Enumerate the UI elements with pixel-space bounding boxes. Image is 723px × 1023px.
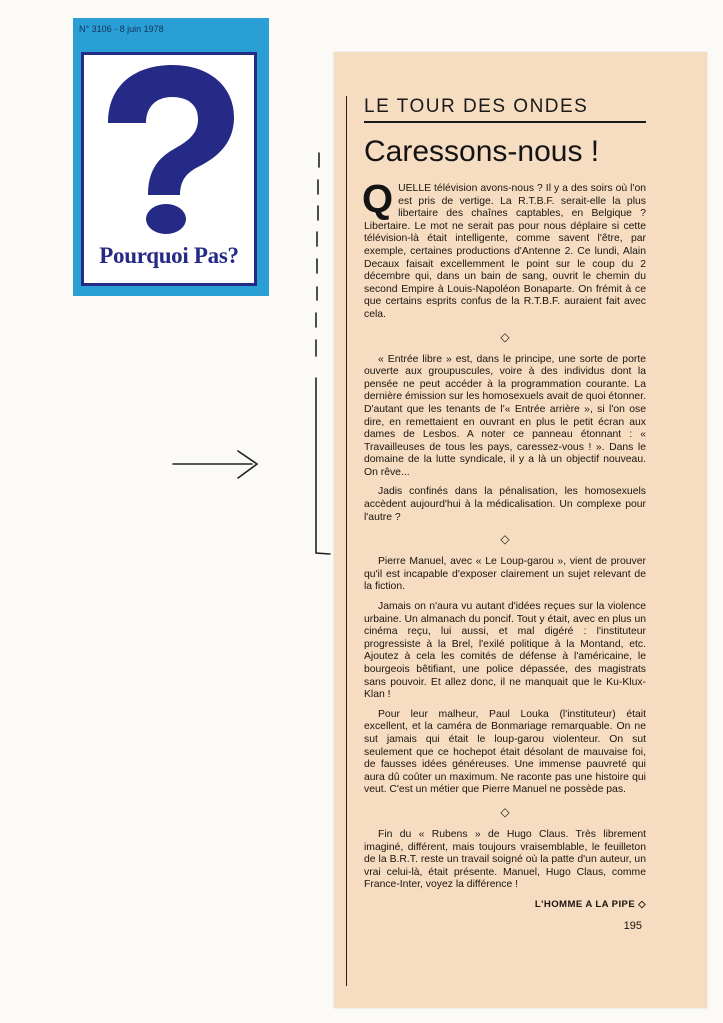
author-signature: L'HOMME A LA PIPE ◇ <box>534 898 646 910</box>
article-paragraph <box>362 177 646 322</box>
drop-cap: Q <box>362 177 394 221</box>
article-paragraph: Jadis confinés dans la pénalisation, les homosexuels accèdent aujourd'hui à la médicalisation. Un complexe pour l'autre ? <box>364 486 646 523</box>
section-title: LE TOUR DES ONDES <box>364 96 646 123</box>
column-rule <box>346 96 347 986</box>
article-paragraph: Pour leur malheur, Paul Louka (l'instituteur) était excellent, et la caméra de Bonmariage remarquable. On ne sut jamais qui était le loup-garou violenteur. On sut seulement que ce hochepot était désolant de mauvaise foi, de fausses idées généreuses. Une immense pauvreté qui aura dû coûter un maximum. Ne raconte pas une histoire qui veut. C'est un métier que Pierre Manuel ne possède pas. <box>364 708 646 796</box>
diamond-separator: ◇ <box>500 329 510 344</box>
diamond-separator: ◇ <box>500 804 510 819</box>
diamond-separator: ◇ <box>500 532 510 547</box>
magazine-name: Pourquoi Pas? <box>99 243 239 268</box>
article <box>364 96 646 932</box>
issue-line: N° 3106 - 8 juin 1978 <box>79 24 164 34</box>
article-clipping <box>334 52 707 1008</box>
article-paragraph: Fin du « Rubens » de Hugo Claus. Très librement imaginé, différent, mais toujours vraisemblable, le feuilleton de la B.R.T. reste un travail soigné où la patte d'un auteur, un vrai celui-là, était présente. Manuel, Hugo Claus, comme France-Inter, voyez la différence ! <box>364 828 646 891</box>
article-paragraph: Jamais on n'aura vu autant d'idées reçues sur la violence urbaine. Un almanach du poncif. Tout y était, avec en plus un cinéma reçu, lui aussi, et mal digéré : l'instituteur progressiste à la Brel, l'exilé politique à la Montand, etc. Ajoutez à cela les comités de défense à l'américaine, le bourgeois bêtifiant, une police dépassée, des magistrats sans pouvoir. Et allez donc, il ne manquait que le Ku-Klux-Klan ! <box>364 601 646 701</box>
page-number: 195 <box>623 919 642 932</box>
article-paragraph: « Entrée libre » est, dans le principe, une sorte de porte ouverte aux groupuscules, voire à des individus dont la pensée ne peut accéder à la programmation courante. La dernière émission sur les homosexuels avait de quoi étonner. D'autant que les tenants de l'« Entrée arrière », si l'on ose dire, en remettaient en ouvrant en plus le petit écran aux dames de Lesbos. A noter ce panneau étonnant : « Travailleuses de tous les pays, caressez-vous ! ». Dans le domaine de la lutte syndicale, il y a là un objectif nouveau. On rêve... <box>364 353 646 478</box>
paragraph-text: UELLE télévision avons-nous ? Il y a des soirs où l'on est pris de vertige. La R.T.B.F. serait-elle la plus libertaire des chaînes captables, en Belgique ? Libertaire. Le mot ne serait pas pour nous déplaire si cette télévision-là était intelligente, comme savent l'être, par exemple, certaines productions d'Antenne 2. Ce lundi, Alain Decaux faisait excellemment le point sur le coup du 2 décembre qui, dans un bain de sang, ouvrit le chemin du second Empire à Louis-Napoléon Bonaparte. On frémit à ce que certains esprits confus de la R.T.B.F. auraient fait avec cela. <box>364 183 646 320</box>
article-paragraph: Pierre Manuel, avec « Le Loup-garou », vient de prouver qu'il est incapable d'exposer clairement un sujet relevant de la fiction. <box>364 556 646 593</box>
headline: Caressons-nous ! <box>364 135 600 168</box>
